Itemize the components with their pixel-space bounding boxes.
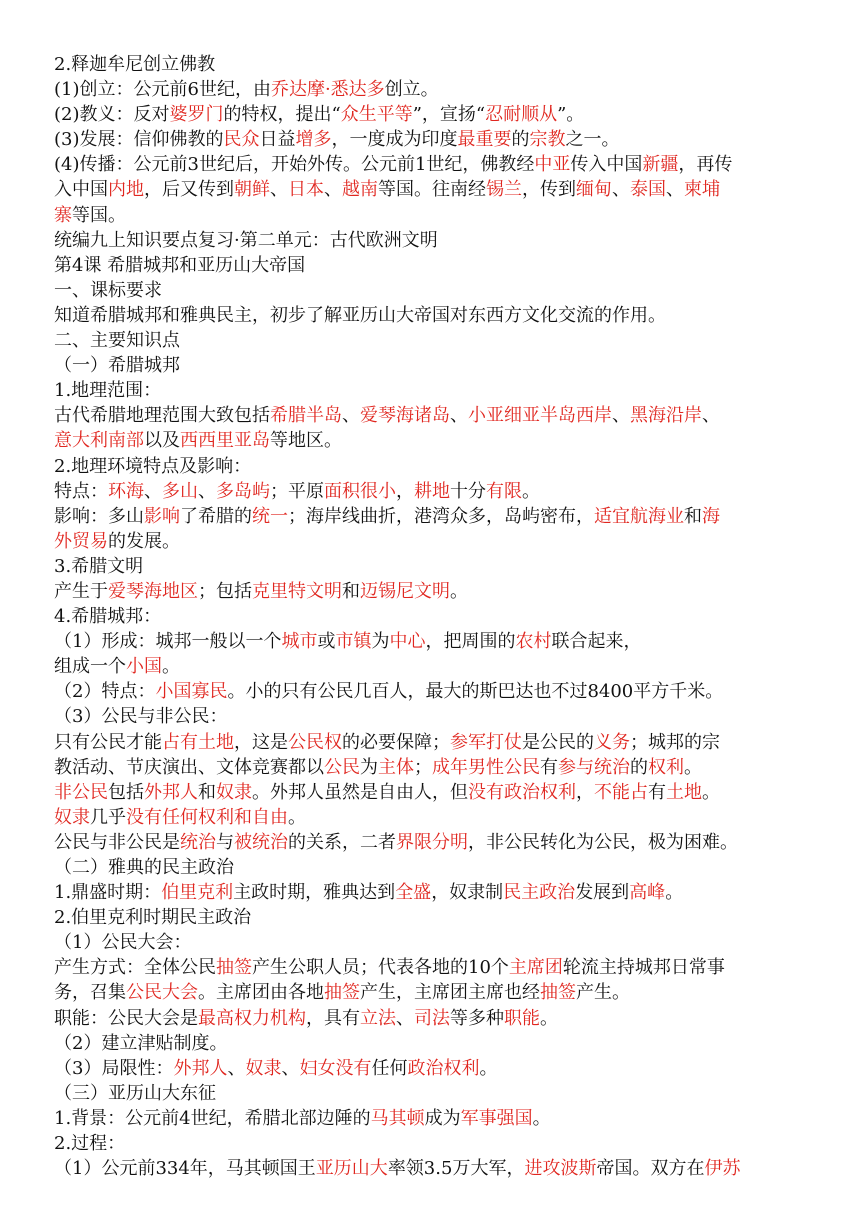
text-line — [54, 654, 820, 679]
text-segment: 知道希腊城邦和雅典民主，初步了解亚历山大帝国对东西方文化交流的作用。 — [54, 304, 666, 326]
text-line — [54, 278, 820, 303]
text-segment: （二）雅典的民主政治 — [54, 857, 234, 878]
text-segment: 务，召集 — [54, 982, 126, 1004]
highlighted-term: 军事强国 — [460, 1107, 533, 1129]
text-segment: 。 — [479, 1057, 498, 1079]
text-segment: 的关系，二者 — [288, 831, 396, 853]
text-segment: （2）特点： — [54, 681, 156, 703]
text-segment: ，再传 — [678, 154, 733, 176]
text-line — [54, 1156, 820, 1181]
text-line — [54, 679, 820, 704]
highlighted-term: 意大利南部 — [54, 430, 144, 452]
highlighted-term: 义务 — [594, 731, 630, 753]
highlighted-term: 最重要 — [457, 129, 512, 151]
text-segment: ，具有 — [306, 1007, 360, 1029]
highlighted-term: 统治 — [180, 831, 216, 853]
text-segment: 传入中国 — [570, 154, 643, 176]
text-line — [54, 228, 820, 253]
text-line — [54, 203, 820, 228]
text-segment: ，一度成为印度 — [331, 129, 458, 151]
text-segment: 。 — [702, 781, 720, 803]
text-segment: 教活动、节庆演出、文体竞赛都以 — [54, 756, 324, 778]
highlighted-term: 影响 — [144, 505, 180, 527]
text-segment: 。 — [540, 1007, 558, 1029]
highlighted-term: 适宜航海业 — [594, 505, 684, 527]
text-segment: 产生。 — [576, 982, 630, 1004]
text-segment: （3）局限性： — [54, 1057, 174, 1079]
text-segment: 联合起来， — [551, 631, 642, 653]
highlighted-term: 寨 — [54, 204, 72, 226]
text-segment: 。 — [522, 480, 540, 502]
text-segment: 产生，主席团主席也经 — [360, 982, 540, 1004]
text-segment: 是公民的 — [522, 731, 594, 753]
highlighted-term: 权利 — [648, 756, 684, 778]
text-segment: （3）公民与非公民： — [54, 706, 228, 728]
highlighted-term: 众生平等 — [340, 104, 413, 126]
text-segment: ， — [576, 781, 594, 803]
text-segment: 特点： — [54, 480, 108, 502]
text-segment: 十分 — [450, 480, 486, 502]
text-segment: （三）亚历山大东征 — [54, 1082, 216, 1104]
text-segment: 古代希腊地理范围大致包括 — [54, 405, 270, 427]
text-segment: 、 — [198, 480, 216, 502]
highlighted-term: 公民大会 — [126, 982, 198, 1004]
text-segment: (2)教义：反对 — [54, 104, 170, 126]
highlighted-term: 希腊半岛 — [270, 405, 342, 427]
highlighted-term: 最高权力机构 — [198, 1007, 306, 1029]
text-segment: 。主席团由各地 — [198, 982, 324, 1004]
highlighted-term: 司法 — [414, 1007, 450, 1029]
highlighted-term: 进攻波斯 — [524, 1158, 597, 1180]
text-segment: 。 — [450, 580, 468, 602]
text-segment: ”。 — [557, 104, 585, 126]
text-segment: (3)发展：信仰佛教的 — [54, 129, 224, 151]
highlighted-term: 被统治 — [234, 831, 288, 853]
highlighted-term: 主席团 — [508, 957, 563, 979]
highlighted-term: 乔达摩·悉达多 — [270, 79, 385, 101]
highlighted-term: 抽签 — [540, 982, 576, 1004]
highlighted-term: 越南 — [342, 179, 378, 201]
text-segment: ，传到 — [522, 179, 576, 201]
text-segment: 等国。往南经 — [378, 179, 486, 201]
text-segment: （1）公元前334年，马其顿国王 — [54, 1158, 316, 1180]
highlighted-term: 柬埔 — [684, 179, 720, 201]
text-segment: 产生方式：全体公民 — [54, 957, 216, 979]
text-line — [54, 454, 820, 479]
text-segment: 为 — [371, 631, 390, 653]
highlighted-term: 奴隶 — [54, 806, 90, 828]
text-segment: 、 — [396, 1007, 414, 1029]
text-segment: 主政时期，雅典达到 — [233, 882, 396, 904]
text-line — [54, 353, 820, 378]
highlighted-term: 环海 — [108, 480, 144, 502]
text-line — [54, 529, 820, 554]
text-segment: 1.背景：公元前4世纪，希腊北部边陲的 — [54, 1107, 371, 1129]
text-segment: 公民与非公民是 — [54, 831, 180, 853]
text-line — [54, 1056, 820, 1081]
text-segment: 等地区。 — [270, 430, 342, 452]
highlighted-term: 成年男性公民 — [432, 756, 540, 778]
text-segment: 。外邦人虽然是自由人，但 — [252, 781, 468, 803]
text-segment: （2）建立津贴制度。 — [54, 1032, 228, 1054]
highlighted-term: 不能占 — [594, 781, 648, 803]
text-segment: 只有公民才能 — [54, 731, 162, 753]
text-segment: (1)创立：公元前6世纪，由 — [54, 79, 271, 101]
text-line — [54, 77, 820, 102]
text-segment: 、 — [227, 1057, 246, 1079]
text-segment: 第4课 希腊城邦和亚历山大帝国 — [54, 254, 306, 276]
highlighted-term: 增多 — [295, 129, 332, 151]
text-line — [54, 554, 820, 579]
text-segment: 。 — [162, 656, 180, 678]
text-line — [54, 303, 820, 328]
text-segment: 等国。 — [72, 204, 126, 226]
text-segment: ；包括 — [198, 580, 252, 602]
text-segment: 发展到 — [575, 882, 630, 904]
text-segment: 的 — [511, 129, 530, 151]
text-line — [54, 1006, 820, 1031]
text-segment: (4)传播：公元前3世纪后，开始外传。公元前1世纪，佛教经 — [54, 154, 535, 176]
highlighted-term: 黑海沿岸 — [630, 405, 702, 427]
text-line — [54, 980, 820, 1005]
text-line — [54, 479, 820, 504]
highlighted-term: 海 — [702, 505, 720, 527]
highlighted-term: 城市 — [281, 631, 318, 653]
text-segment: 影响：多山 — [54, 505, 144, 527]
highlighted-term: 锡兰 — [486, 179, 522, 201]
highlighted-term: 参与统治 — [558, 756, 630, 778]
text-line — [54, 52, 820, 77]
text-segment: ，把周围的 — [425, 631, 516, 653]
text-line — [54, 855, 820, 880]
text-segment: 、 — [324, 179, 342, 201]
highlighted-term: 没有任何权利和自由 — [126, 806, 288, 828]
highlighted-term: 西西里亚岛 — [180, 430, 270, 452]
highlighted-term: 界限分明 — [396, 831, 468, 853]
text-segment: 入中国 — [54, 179, 108, 201]
text-segment: 、 — [450, 405, 468, 427]
text-line — [54, 755, 820, 780]
text-line — [54, 328, 820, 353]
text-segment: 包括 — [108, 781, 144, 803]
text-segment: （一）希腊城邦 — [54, 355, 180, 377]
highlighted-term: 内地 — [108, 179, 144, 201]
text-segment: 组成一个 — [54, 656, 126, 678]
highlighted-term: 高峰 — [629, 882, 666, 904]
text-segment: 了希腊的 — [180, 505, 252, 527]
text-segment: ， — [396, 480, 414, 502]
highlighted-term: 中心 — [389, 631, 426, 653]
highlighted-term: 公民权 — [288, 731, 342, 753]
text-segment: 1.地理范围： — [54, 380, 162, 402]
highlighted-term: 占有土地 — [162, 731, 234, 753]
text-line — [54, 1031, 820, 1056]
highlighted-term: 参军打仗 — [450, 731, 522, 753]
highlighted-term: 立法 — [360, 1007, 396, 1029]
text-segment: 帝国。双方在 — [596, 1158, 705, 1180]
highlighted-term: 缅甸 — [576, 179, 612, 201]
text-segment: 、 — [281, 1057, 300, 1079]
text-segment: 有 — [648, 781, 666, 803]
text-segment: 二、主要知识点 — [54, 330, 180, 352]
text-segment: 和 — [684, 505, 702, 527]
text-line — [54, 102, 820, 127]
highlighted-term: 宗教 — [529, 129, 566, 151]
text-segment: 1.鼎盛时期： — [54, 882, 162, 904]
text-segment: ；平原 — [270, 480, 324, 502]
text-segment: ，后又传到 — [144, 179, 234, 201]
text-segment: 2.地理环境特点及影响： — [54, 455, 252, 477]
text-segment: 、 — [342, 405, 360, 427]
text-segment: 为 — [360, 756, 378, 778]
text-segment: 之一。 — [565, 129, 620, 151]
highlighted-term: 没有政治权利 — [468, 781, 576, 803]
text-segment: 、 — [666, 179, 684, 201]
highlighted-term: 妇女没有 — [299, 1057, 372, 1079]
text-segment: 与 — [216, 831, 234, 853]
text-segment: 几乎 — [90, 806, 126, 828]
text-segment: 产生公职人员；代表各地的10个 — [252, 957, 509, 979]
text-line — [54, 905, 820, 930]
highlighted-term: 婆罗门 — [169, 104, 224, 126]
text-segment: 和 — [342, 580, 360, 602]
text-segment: 。小的只有公民几百人，最大的斯巴达也不过8400平方千米。 — [227, 681, 724, 703]
text-segment: ，奴隶制 — [431, 882, 504, 904]
text-segment: 、 — [612, 405, 630, 427]
highlighted-term: 奴隶 — [216, 781, 252, 803]
highlighted-term: 主体 — [378, 756, 414, 778]
highlighted-term: 忍耐顺从 — [485, 104, 558, 126]
highlighted-term: 市镇 — [335, 631, 372, 653]
text-segment: ； — [414, 756, 432, 778]
text-segment: 以及 — [144, 430, 180, 452]
text-line — [54, 504, 820, 529]
highlighted-term: 多岛屿 — [216, 480, 270, 502]
highlighted-term: 小亚细亚半岛西岸 — [468, 405, 612, 427]
text-line — [54, 428, 820, 453]
highlighted-term: 职能 — [504, 1007, 540, 1029]
highlighted-term: 非公民 — [54, 781, 108, 803]
text-segment: 、 — [144, 480, 162, 502]
highlighted-term: 外邦人 — [173, 1057, 228, 1079]
highlighted-term: 伯里克利 — [161, 882, 234, 904]
text-line — [54, 1081, 820, 1106]
text-segment: ；城邦的宗 — [630, 731, 720, 753]
text-line — [54, 730, 820, 755]
highlighted-term: 外邦人 — [144, 781, 198, 803]
text-segment: 。 — [532, 1107, 551, 1129]
highlighted-term: 日本 — [288, 179, 324, 201]
text-segment: 一、课标要求 — [54, 279, 162, 301]
highlighted-term: 统一 — [252, 505, 288, 527]
highlighted-term: 民主政治 — [503, 882, 576, 904]
text-segment: 、 — [612, 179, 630, 201]
highlighted-term: 面积很小 — [324, 480, 396, 502]
highlighted-term: 泰国 — [630, 179, 666, 201]
text-segment: 。 — [288, 806, 306, 828]
text-line — [54, 127, 820, 152]
text-segment: 的 — [630, 756, 648, 778]
highlighted-term: 爱琴海诸岛 — [360, 405, 450, 427]
text-line — [54, 177, 820, 202]
highlighted-term: 耕地 — [414, 480, 450, 502]
text-segment: 4.希腊城邦： — [54, 606, 162, 628]
text-segment: 统编九上知识要点复习·第二单元：古代欧洲文明 — [54, 229, 438, 251]
text-line — [54, 629, 820, 654]
highlighted-term: 奴隶 — [245, 1057, 282, 1079]
text-segment: 3.希腊文明 — [54, 555, 144, 577]
text-line — [54, 704, 820, 729]
text-line — [54, 253, 820, 278]
highlighted-term: 多山 — [162, 480, 198, 502]
highlighted-term: 抽签 — [216, 957, 252, 979]
text-segment: 率领3.5万大军， — [387, 1158, 525, 1180]
text-segment: 、 — [702, 405, 720, 427]
highlighted-term: 新疆 — [642, 154, 679, 176]
highlighted-term: 民众 — [223, 129, 260, 151]
text-segment: 等多种 — [450, 1007, 504, 1029]
text-segment: 创立。 — [384, 79, 439, 101]
text-line — [54, 403, 820, 428]
text-line — [54, 152, 820, 177]
text-line — [54, 1131, 820, 1156]
highlighted-term: 有限 — [486, 480, 522, 502]
highlighted-term: 小国寡民 — [155, 681, 228, 703]
text-line — [54, 955, 820, 980]
text-segment: （1）形成：城邦一般以一个 — [54, 631, 282, 653]
text-segment: 的必要保障； — [342, 731, 450, 753]
highlighted-term: 抽签 — [324, 982, 360, 1004]
text-line — [54, 1106, 820, 1131]
highlighted-term: 亚历山大 — [315, 1158, 388, 1180]
text-segment: 职能：公民大会是 — [54, 1007, 198, 1029]
text-segment: 产生于 — [54, 580, 108, 602]
text-line — [54, 780, 820, 805]
text-segment: 。 — [684, 756, 702, 778]
highlighted-term: 政治权利 — [407, 1057, 480, 1079]
text-segment: 2.伯里克利时期民主政治 — [54, 907, 252, 929]
highlighted-term: 马其顿 — [370, 1107, 425, 1129]
text-segment: 或 — [317, 631, 336, 653]
text-segment: ；海岸线曲折，港湾众多，岛屿密布， — [288, 505, 594, 527]
text-segment: 有 — [540, 756, 558, 778]
highlighted-term: 小国 — [126, 656, 162, 678]
highlighted-term: 迈锡尼文明 — [360, 580, 450, 602]
text-segment: 的发展。 — [108, 530, 180, 552]
text-segment: 日益 — [259, 129, 296, 151]
highlighted-term: 爱琴海地区 — [108, 580, 198, 602]
text-segment: ”，宣扬“ — [412, 104, 486, 126]
text-segment: ，非公民转化为公民，极为困难。 — [468, 831, 738, 853]
text-segment: 轮流主持城邦日常事 — [562, 957, 725, 979]
highlighted-term: 土地 — [666, 781, 702, 803]
text-line — [54, 880, 820, 905]
highlighted-term: 朝鲜 — [234, 179, 270, 201]
highlighted-term: 中亚 — [534, 154, 571, 176]
text-segment: 任何 — [371, 1057, 408, 1079]
highlighted-term: 农村 — [515, 631, 552, 653]
text-segment: （1）公民大会： — [54, 932, 192, 954]
text-segment: ，这是 — [234, 731, 288, 753]
highlighted-term: 克里特文明 — [252, 580, 342, 602]
highlighted-term: 外贸易 — [54, 530, 108, 552]
text-segment: 2.释迦牟尼创立佛教 — [54, 54, 216, 75]
highlighted-term: 全盛 — [395, 882, 432, 904]
highlighted-term: 伊苏 — [704, 1158, 741, 1180]
text-segment: 2.过程： — [54, 1133, 126, 1155]
highlighted-term: 公民 — [324, 756, 360, 778]
text-line — [54, 805, 820, 830]
text-segment: 、 — [270, 179, 288, 201]
text-segment: 。 — [665, 882, 684, 904]
text-segment: 和 — [198, 781, 216, 803]
text-line — [54, 378, 820, 403]
text-line — [54, 830, 820, 855]
text-line — [54, 579, 820, 604]
text-line — [54, 930, 820, 955]
text-line — [54, 604, 820, 629]
text-segment: 的特权，提出“ — [223, 104, 341, 126]
text-segment: 成为 — [424, 1107, 461, 1129]
